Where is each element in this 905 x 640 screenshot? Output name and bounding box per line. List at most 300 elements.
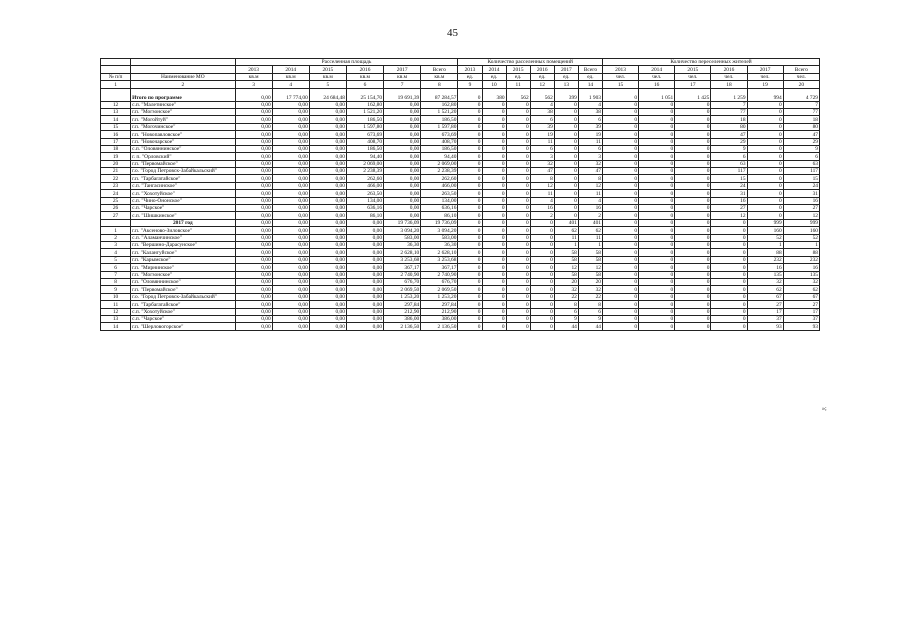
cell-value: 0 (458, 182, 482, 189)
row-number (101, 219, 131, 226)
cell-value: 0 (554, 138, 578, 145)
cell-value: 0 (639, 219, 675, 226)
cell-value: 0 (602, 234, 638, 241)
cell-value: 0 (554, 168, 578, 175)
header-year-area: 2013 (235, 66, 272, 73)
cell-value: 0 (747, 101, 783, 108)
column-number: 12 (530, 81, 554, 88)
cell-value: 0 (602, 278, 638, 285)
cell-value: 4 (578, 197, 602, 204)
municipality-name: г.п. "Могзонское" (131, 271, 235, 278)
cell-value: 0 (639, 108, 675, 115)
cell-value: 0,00 (384, 153, 421, 160)
municipality-name: г.п. "Первомайское" (131, 286, 235, 293)
page-number: 45 (447, 27, 458, 39)
municipality-name: г.п. "Первомайское" (131, 160, 235, 167)
row-number: 14 (101, 323, 131, 330)
municipality-name: г.п. "Аксеново-Зиловское" (131, 227, 235, 234)
cell-value: 0,00 (272, 101, 309, 108)
header-unit-area: кв.м (272, 73, 309, 80)
cell-value: 12 (711, 212, 747, 219)
table-row (101, 271, 820, 278)
cell-value: 232 (783, 256, 819, 263)
cell-value: 16 (783, 197, 819, 204)
cell-value: 2 069,00 (346, 160, 383, 167)
cell-value: 39 (578, 123, 602, 130)
cell-value: 0 (639, 227, 675, 234)
cell-value: 22 (554, 293, 578, 300)
row-number: 23 (101, 182, 131, 189)
cell-value: 0 (458, 241, 482, 248)
cell-value: 19 691,39 (384, 88, 421, 101)
cell-value: 0,00 (235, 256, 272, 263)
cell-value: 0,00 (309, 116, 346, 123)
cell-value: 0 (506, 145, 530, 152)
cell-value: 0,00 (384, 160, 421, 167)
cell-value: 0 (639, 241, 675, 248)
cell-value: 160 (747, 227, 783, 234)
cell-value: 0 (675, 271, 711, 278)
cell-value: 380 (482, 88, 506, 101)
cell-value: 11 (578, 138, 602, 145)
header-year-people: 2016 (711, 66, 747, 73)
cell-value: 0 (506, 101, 530, 108)
cell-value: 9 (554, 315, 578, 322)
cell-value: 0,00 (235, 241, 272, 248)
cell-value: 62 (747, 286, 783, 293)
cell-value: 0 (530, 271, 554, 278)
cell-value: 0 (602, 182, 638, 189)
row-number: 20 (101, 160, 131, 167)
cell-value: 0 (482, 293, 506, 300)
cell-value: 0,00 (235, 138, 272, 145)
table-row (101, 256, 820, 263)
cell-value: 135 (747, 271, 783, 278)
cell-value: 673,69 (421, 131, 458, 138)
cell-value: 32 (578, 160, 602, 167)
header-year-rooms: Всего (578, 66, 602, 73)
cell-value: 162,80 (346, 101, 383, 108)
cell-value: 11 (530, 138, 554, 145)
row-number: 24 (101, 190, 131, 197)
cell-value: 0 (506, 175, 530, 182)
column-number: 19 (747, 81, 783, 88)
cell-value: 17 (747, 308, 783, 315)
cell-value: 0 (482, 108, 506, 115)
table-row (101, 145, 820, 152)
cell-value: 0 (711, 286, 747, 293)
cell-value: 0 (602, 212, 638, 219)
cell-value: 0 (458, 205, 482, 212)
table-row (101, 241, 820, 248)
cell-value: 0,00 (309, 241, 346, 248)
cell-value: 0,00 (384, 205, 421, 212)
column-number: 1 (101, 81, 131, 88)
cell-value: 0 (482, 197, 506, 204)
cell-value: 134,00 (421, 197, 458, 204)
cell-value: 0,00 (309, 131, 346, 138)
cell-value: 0 (506, 131, 530, 138)
cell-value: 16 (578, 205, 602, 212)
header-unit-people: чел. (711, 73, 747, 80)
cell-value: 0,00 (384, 138, 421, 145)
cell-value: 0 (554, 197, 578, 204)
cell-value: 12 (554, 264, 578, 271)
cell-value: 58 (554, 249, 578, 256)
row-number: 17 (101, 138, 131, 145)
cell-value: 160 (783, 227, 819, 234)
cell-value: 0 (458, 168, 482, 175)
cell-value: 0 (554, 145, 578, 152)
cell-value: 0,00 (384, 212, 421, 219)
cell-value: 62 (554, 227, 578, 234)
row-number: 25 (101, 197, 131, 204)
table-row (101, 182, 820, 189)
cell-value: 3 094,20 (384, 227, 421, 234)
cell-value: 0 (506, 323, 530, 330)
municipality-name: Итого по программе (131, 88, 235, 101)
cell-value: 408,70 (346, 138, 383, 145)
cell-value: 6 (578, 145, 602, 152)
cell-value: 16 (783, 264, 819, 271)
cell-value: 0 (675, 205, 711, 212)
cell-value: 38 (578, 108, 602, 115)
cell-value: 0,00 (309, 175, 346, 182)
cell-value: 0,00 (384, 108, 421, 115)
cell-value: 86,10 (346, 212, 383, 219)
cell-value: 263,50 (346, 190, 383, 197)
cell-value: 58 (578, 271, 602, 278)
cell-value: 6 (578, 116, 602, 123)
cell-value: 8 (578, 301, 602, 308)
cell-value: 212,90 (384, 308, 421, 315)
cell-value: 0 (530, 286, 554, 293)
header-year-rooms: 2015 (506, 66, 530, 73)
cell-value: 0 (482, 153, 506, 160)
cell-value: 1 521,20 (421, 108, 458, 115)
cell-value: 186,50 (346, 145, 383, 152)
cell-value: 0 (711, 271, 747, 278)
cell-value: 0,00 (235, 160, 272, 167)
cell-value: 673,69 (346, 131, 383, 138)
cell-value: 32 (530, 160, 554, 167)
cell-value: 0,00 (235, 212, 272, 219)
cell-value: 212,90 (421, 308, 458, 315)
row-number: 22 (101, 175, 131, 182)
cell-value: 0 (639, 197, 675, 204)
cell-value: 0,00 (309, 123, 346, 130)
cell-value: 0 (482, 271, 506, 278)
municipality-name: с.п. "Чарское" (131, 205, 235, 212)
cell-value: 0,00 (384, 101, 421, 108)
row-number: 27 (101, 212, 131, 219)
column-number: 17 (675, 81, 711, 88)
cell-value: 1 597,80 (346, 123, 383, 130)
cell-value: 15 (711, 175, 747, 182)
column-number: 4 (272, 81, 309, 88)
table-row (101, 234, 820, 241)
cell-value: 25 154,70 (346, 88, 383, 101)
trailing-mark: »; (822, 406, 827, 412)
cell-value: 0 (675, 116, 711, 123)
cell-value: 0 (602, 116, 638, 123)
cell-value: 0,00 (346, 301, 383, 308)
municipality-name: г.п. "Могойтуй" (131, 116, 235, 123)
cell-value: 0 (675, 241, 711, 248)
cell-value: 0 (602, 264, 638, 271)
row-number: 13 (101, 108, 131, 115)
cell-value: 86,10 (421, 212, 458, 219)
cell-value: 0 (639, 153, 675, 160)
cell-value: 0 (602, 145, 638, 152)
header-unit-area: кв.м (309, 73, 346, 80)
cell-value: 0,00 (309, 108, 346, 115)
cell-value: 0 (639, 182, 675, 189)
cell-value: 0 (458, 197, 482, 204)
cell-value: 0 (554, 205, 578, 212)
table-row (101, 197, 820, 204)
cell-value: 0,00 (272, 323, 309, 330)
cell-value: 0,00 (309, 145, 346, 152)
cell-value: 0,00 (272, 145, 309, 152)
cell-value: 88 (783, 249, 819, 256)
cell-value: 0 (506, 160, 530, 167)
cell-value: 0,00 (346, 315, 383, 322)
cell-value: 44 (578, 323, 602, 330)
header-year-people: 2014 (639, 66, 675, 73)
header-unit-area: кв.м (346, 73, 383, 80)
cell-value: 0,00 (309, 234, 346, 241)
cell-value: 1 425 (675, 88, 711, 101)
cell-value: 0,00 (384, 168, 421, 175)
cell-value: 0 (675, 138, 711, 145)
cell-value: 0 (747, 138, 783, 145)
cell-value: 0 (711, 301, 747, 308)
row-number: 21 (101, 168, 131, 175)
cell-value: 0 (482, 175, 506, 182)
cell-value: 0,00 (272, 301, 309, 308)
header-year-area: Всего (421, 66, 458, 73)
cell-value: 3 (578, 153, 602, 160)
cell-value: 0 (458, 145, 482, 152)
cell-value: 67 (747, 293, 783, 300)
cell-value: 0 (458, 323, 482, 330)
column-number: 15 (602, 81, 638, 88)
cell-value: 0 (639, 101, 675, 108)
cell-value: 6 (711, 153, 747, 160)
cell-value: 0 (747, 131, 783, 138)
cell-value: 17 774,00 (272, 88, 309, 101)
row-number: 5 (101, 256, 131, 263)
cell-value: 0 (530, 315, 554, 322)
cell-value: 0 (506, 234, 530, 241)
cell-value: 67 (783, 293, 819, 300)
cell-value: 0 (506, 256, 530, 263)
cell-value: 0 (458, 293, 482, 300)
column-number: 13 (554, 81, 578, 88)
header-unit-area: кв.м (384, 73, 421, 80)
header-year-area: 2017 (384, 66, 421, 73)
cell-value: 0 (506, 116, 530, 123)
cell-value: 0 (639, 168, 675, 175)
cell-value: 0 (711, 308, 747, 315)
row-number (101, 88, 131, 101)
cell-value: 0 (639, 286, 675, 293)
municipality-name: с.п. "Чарское" (131, 315, 235, 322)
cell-value: 27 (783, 205, 819, 212)
column-number: 8 (421, 81, 458, 88)
cell-value: 0,00 (272, 205, 309, 212)
cell-value: 0 (458, 123, 482, 130)
row-number: 11 (101, 301, 131, 308)
table-row (101, 205, 820, 212)
cell-value: 52 (747, 234, 783, 241)
cell-value: 16 (530, 205, 554, 212)
cell-value: 77 (711, 108, 747, 115)
cell-value: 0 (482, 212, 506, 219)
cell-value: 0 (711, 234, 747, 241)
cell-value: 0,00 (309, 205, 346, 212)
cell-value: 186,50 (346, 116, 383, 123)
header-unit-people: чел. (747, 73, 783, 80)
cell-value: 0 (675, 108, 711, 115)
cell-value: 0 (675, 227, 711, 234)
cell-value: 3 253,68 (384, 256, 421, 263)
header-year-people: 2013 (602, 66, 638, 73)
header-blank (101, 59, 131, 66)
cell-value: 63 (783, 160, 819, 167)
cell-value: 62 (578, 227, 602, 234)
cell-value: 0 (639, 315, 675, 322)
cell-value: 0 (458, 116, 482, 123)
row-number: 3 (101, 241, 131, 248)
cell-value: 0,00 (309, 315, 346, 322)
header-unit-area: кв.м (235, 73, 272, 80)
cell-value: 27 (747, 301, 783, 308)
header-year-area: 2015 (309, 66, 346, 73)
cell-value: 0,00 (272, 168, 309, 175)
cell-value: 0 (482, 168, 506, 175)
cell-value: 2 069,50 (384, 286, 421, 293)
cell-value: 0 (602, 286, 638, 293)
cell-value: 38 (530, 108, 554, 115)
cell-value: 0 (458, 175, 482, 182)
cell-value: 0 (506, 205, 530, 212)
cell-value: 562 (530, 88, 554, 101)
cell-value: 0 (639, 271, 675, 278)
cell-value: 0 (747, 182, 783, 189)
cell-value: 0,00 (235, 234, 272, 241)
cell-value: 62 (783, 286, 819, 293)
cell-value: 0 (458, 264, 482, 271)
cell-value: 0,00 (309, 308, 346, 315)
municipality-name: с.п. "Шишкинское" (131, 212, 235, 219)
cell-value: 0,00 (309, 301, 346, 308)
cell-value: 0,00 (346, 227, 383, 234)
cell-value: 0 (530, 241, 554, 248)
header-unit-rooms: ед. (554, 73, 578, 80)
header-year-area: 2016 (346, 66, 383, 73)
cell-value: 0,00 (272, 264, 309, 271)
cell-value: 0 (482, 227, 506, 234)
cell-value: 6 (554, 308, 578, 315)
cell-value: 0,00 (309, 286, 346, 293)
cell-value: 636,16 (346, 205, 383, 212)
cell-value: 0 (602, 293, 638, 300)
cell-value: 19 736,09 (384, 219, 421, 226)
cell-value: 0 (482, 234, 506, 241)
cell-value: 0 (639, 293, 675, 300)
cell-value: 0 (482, 219, 506, 226)
cell-value: 0,00 (384, 123, 421, 130)
cell-value: 0 (602, 131, 638, 138)
row-number: 4 (101, 249, 131, 256)
cell-value: 262,60 (421, 175, 458, 182)
row-number: 13 (101, 315, 131, 322)
cell-value: 0 (747, 160, 783, 167)
cell-value: 0 (506, 190, 530, 197)
cell-value: 0 (458, 190, 482, 197)
cell-value: 0 (747, 153, 783, 160)
cell-value: 0,00 (346, 323, 383, 330)
cell-value: 0 (639, 278, 675, 285)
cell-value: 0 (602, 101, 638, 108)
cell-value: 0,00 (384, 116, 421, 123)
cell-value: 0 (482, 264, 506, 271)
cell-value: 2 628,10 (421, 249, 458, 256)
cell-value: 0 (602, 108, 638, 115)
row-number: 9 (101, 286, 131, 293)
cell-value: 408,70 (421, 138, 458, 145)
table-row (101, 101, 820, 108)
cell-value: 0 (458, 234, 482, 241)
cell-value: 0 (602, 256, 638, 263)
cell-value: 0 (482, 138, 506, 145)
header-unit-people: чел. (602, 73, 638, 80)
cell-value: 232 (747, 256, 783, 263)
cell-value: 47 (578, 168, 602, 175)
header-blank (131, 66, 235, 73)
cell-value: 47 (783, 131, 819, 138)
cell-value: 0,00 (235, 264, 272, 271)
cell-value: 0 (458, 219, 482, 226)
municipality-name: г.п. "Тарбагатайское" (131, 301, 235, 308)
table-row (101, 160, 820, 167)
cell-value: 0,00 (309, 197, 346, 204)
municipality-name: с.п. "Оловяннинское" (131, 145, 235, 152)
table-row (101, 264, 820, 271)
cell-value: 0 (506, 264, 530, 271)
cell-value: 0,00 (235, 308, 272, 315)
cell-value: 77 (783, 108, 819, 115)
cell-value: 0 (639, 175, 675, 182)
cell-value: 0 (639, 323, 675, 330)
cell-value: 0 (506, 197, 530, 204)
cell-value: 0 (711, 293, 747, 300)
table-row (101, 138, 820, 145)
cell-value: 0 (602, 323, 638, 330)
cell-value: 0,00 (309, 256, 346, 263)
cell-value: 4 (530, 101, 554, 108)
header-year-people: 2015 (675, 66, 711, 73)
header-unit-people: чел. (639, 73, 675, 80)
cell-value: 0 (458, 101, 482, 108)
cell-value: 8 (578, 175, 602, 182)
column-number: 18 (711, 81, 747, 88)
cell-value: 263,50 (421, 190, 458, 197)
cell-value: 24 (711, 182, 747, 189)
table-row (101, 219, 820, 226)
